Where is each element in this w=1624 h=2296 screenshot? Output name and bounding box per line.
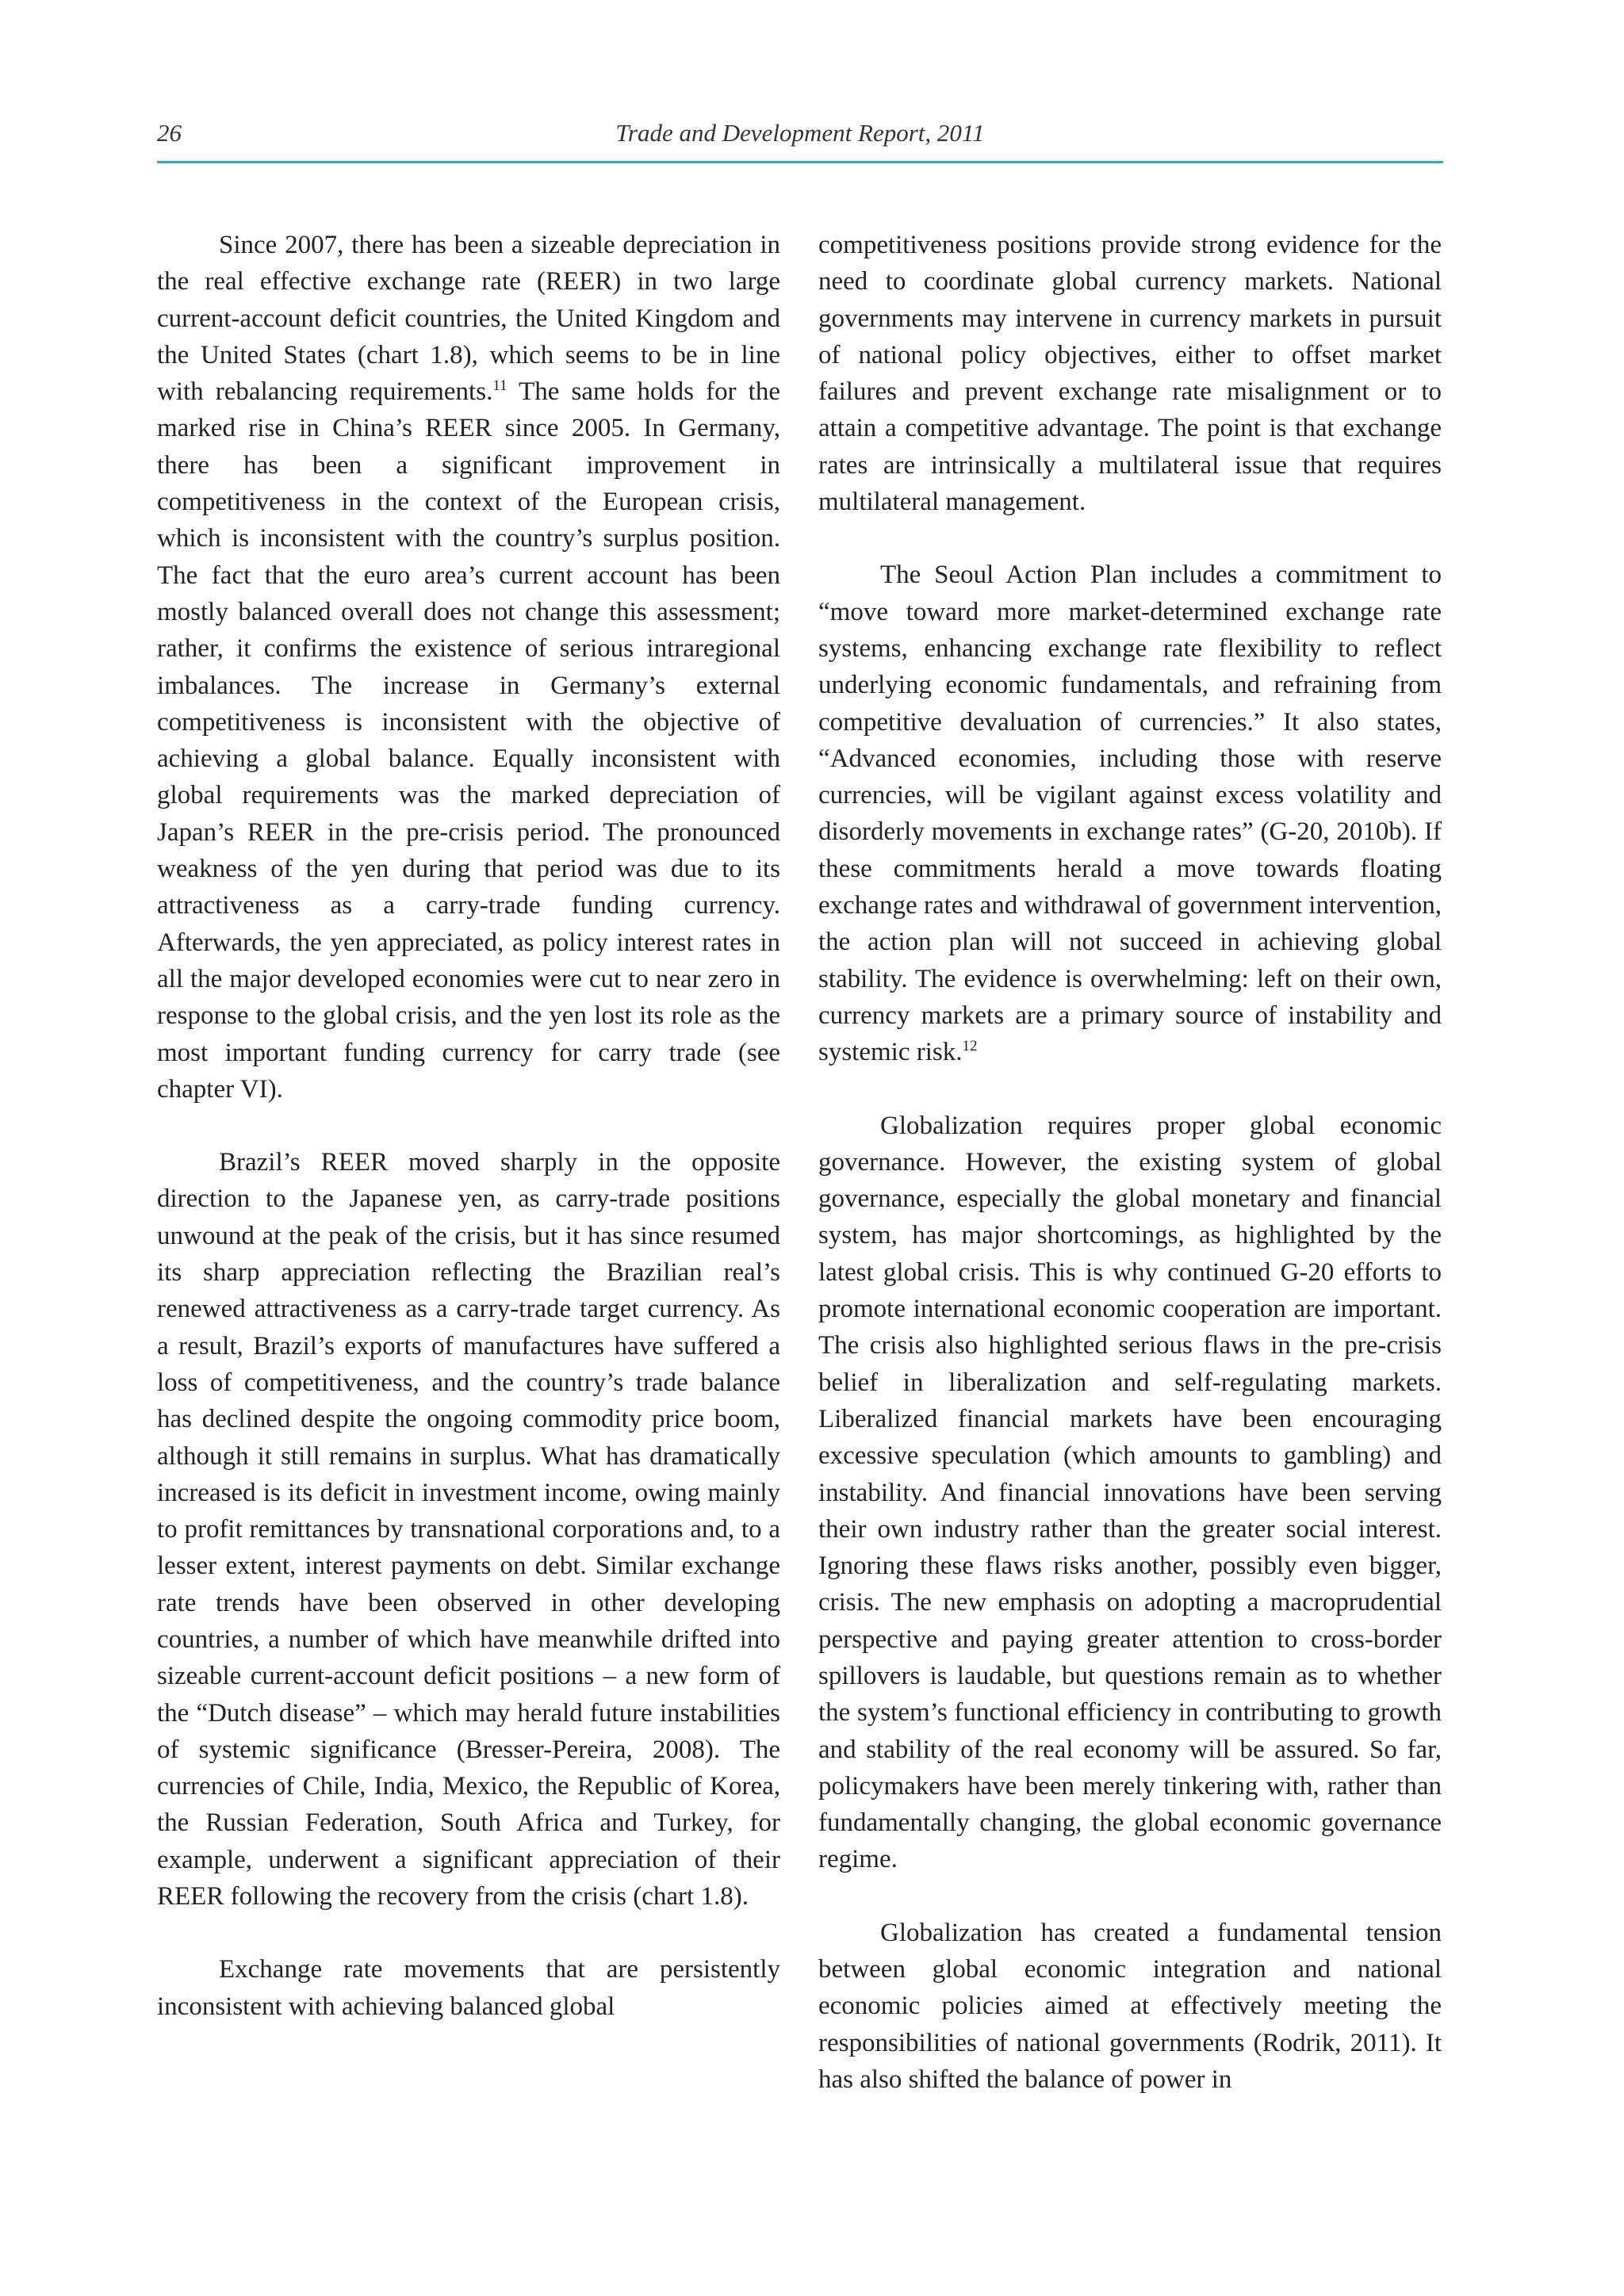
footnote-marker-12[interactable]: 12 xyxy=(962,1038,978,1055)
paragraph-text: Since 2007, there has been a sizeable depreciation in the real effective exchange rate (REER) in two large current-account deficit countries, the United Kingdom and the United States (chart 1.8), which seems to be in line with rebalancing requirements. xyxy=(157,231,780,407)
running-title: Trade and Development Report, 2011 xyxy=(615,119,985,147)
paragraph-brazil-reer: Brazil’s REER moved sharply in the opposite direction to the Japanese yen, as carry-trade positions unwound at the peak of the crisis, but it has since resumed its sharp appreciation reflecting the Brazilian real’s renewed attractiveness as a carry-trade target currency. As a result, Brazil’s exports of manufactures have suffered a loss of competitiveness, and the country’s trade balance has declined despite the ongoing commodity price boom, although it still remains in surplus. What has dramatically increased is its deficit in investment income, owing mainly to profit remittances by transnational corporations and, to a lesser extent, interest payments on debt. Similar exchange rate trends have been observed in other developing countries, a number of which have meanwhile drifted into sizeable current-account deficit positions – a new form of the “Dutch disease” – which may herald future instabilities of systemic significance (Bresser-Pereira, 2008). The currencies of Chile, India, Mexico, the Republic of Korea, the Russian Federation, South Africa and Turkey, for example, underwent a significant appreciation of their REER following the recovery from the crisis (chart 1.8). xyxy=(157,1148,780,1911)
left-column xyxy=(157,227,780,2025)
paragraph-reer-depreciation xyxy=(157,227,780,1108)
right-column xyxy=(818,227,1442,2098)
paragraph-global-governance: Globalization requires proper global economic governance. However, the existing system of global governance, especially the global monetary and financial system, has major shortcomings, as highlighted by the latest global crisis. This is why continued G-20 efforts to promote international economic cooperation are important. The crisis also highlighted serious flaws in the pre-crisis belief in liberalization and self-regulating markets. Liberalized financial markets have been encouraging excessive speculation (which amounts to gambling) and instability. And financial innovations have been serving their own industry rather than the greater social interest. Ignoring these flaws risks another, possibly even bigger, crisis. The new emphasis on adopting a macroprudential perspective and paying greater attention to cross-border spillovers is laudable, but questions remain as to whether the system’s functional efficiency in contributing to growth and stability of the real economy will be assured. So far, policymakers have been merely tinkering with, rather than fundamentally changing, the global economic governance regime. xyxy=(818,1111,1442,1874)
paragraph-text: The Seoul Action Plan includes a commitment to “move toward more market-determined exchange rate systems, enhancing exchange rate flexibility to reflect underlying economic fundamentals, and refraining from competitive devaluation of currencies.” It also states, “Advanced economies, including those with reserve currencies, will be vigilant against excess volatility and disorderly movements in exchange rates” (G-20, 2010b). If these commitments herald a move towards floating exchange rates and withdrawal of government intervention, the action plan will not succeed in achieving global stability. The evidence is overwhelming: left on their own, currency markets are a primary source of instability and systemic risk. xyxy=(818,561,1442,1067)
paragraph-seoul-action-plan xyxy=(818,557,1442,1070)
paragraph-exchange-rate-movements: Exchange rate movements that are persistently inconsistent with achieving balanced global xyxy=(157,1955,780,2021)
paragraph-text: The same holds for the marked rise in China’s REER since 2005. In Germany, there has been a significant improvement in competitiveness in the context of the European crisis, which is inconsistent with the country’s surplus position. The fact that the euro area’s current account has been mostly balanced overall does not change this assessment; rather, it confirms the existence of serious intraregional imbalances. The increase in Germany’s external competitiveness is inconsistent with the objective of achieving a global balance. Equally inconsistent with global requirements was the marked depreciation of Japan’s REER in the pre-crisis period. The pronounced weakness of the yen during that period was due to its attractiveness as a carry-trade funding currency. Afterwards, the yen appreciated, as policy interest rates in all the major developed economies were cut to near zero in response to the global crisis, and the yen lost its role as the most important funding currency for carry trade (see chapter VI). xyxy=(157,377,780,1104)
page-header xyxy=(157,113,1443,160)
page-number: 26 xyxy=(157,119,182,147)
footnote-marker-11[interactable]: 11 xyxy=(492,377,508,395)
paragraph-globalization-tension: Globalization has created a fundamental tension between global economic integration and national economic policies aimed at effectively meeting the responsibilities of national governments (Rodrik, 2011). It has also shifted the balance of power in xyxy=(818,1918,1442,2094)
header-rule xyxy=(157,161,1443,163)
paragraph-competitiveness-continued: competitiveness positions provide strong evidence for the need to coordinate global currency markets. National governments may intervene in currency markets in pursuit of national policy objectives, either to offset market failures and prevent exchange rate misalignment or to attain a competitive advantage. The point is that exchange rates are intrinsically a multilateral issue that requires multilateral management. xyxy=(818,231,1442,517)
